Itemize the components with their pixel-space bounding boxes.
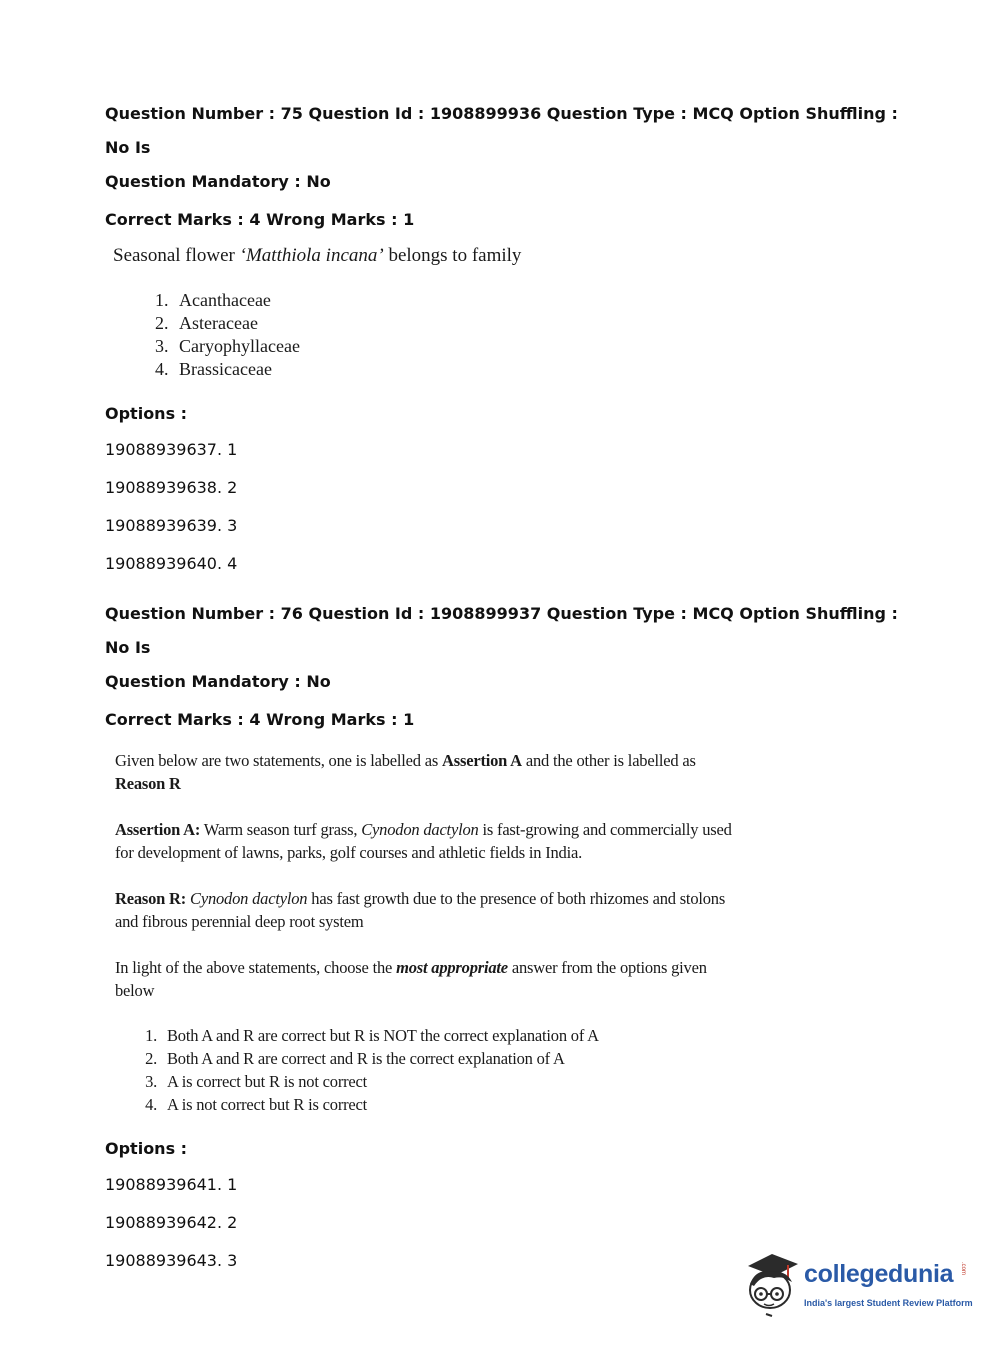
q76-question-image [115, 749, 925, 1116]
q76-assertion: Assertion A: Warm season turf grass, Cynodon dactylon is fast-growing and commercially used [115, 820, 732, 839]
question-75 [105, 97, 925, 583]
logo-tagline: India's largest Student Review Platform [804, 1298, 973, 1308]
q76-choice: 4. A is not correct but R is correct [161, 1093, 925, 1116]
q76-choice: 1. Both A and R are correct but R is NOT the correct explanation of A [161, 1024, 925, 1047]
q76-choice: 2. Both A and R are correct and R is the correct explanation of A [161, 1047, 925, 1070]
q75-choice: 2. Asteraceae [173, 312, 925, 335]
q76-choice-list [115, 1024, 925, 1116]
q76-choice: 3. A is correct but R is not correct [161, 1070, 925, 1093]
q76-options-label: Options : [105, 1139, 188, 1158]
q75-marks: Correct Marks : 4 Wrong Marks : 1 [105, 210, 415, 229]
question-76 [105, 597, 925, 1280]
q75-options-label: Options : [105, 404, 188, 423]
logo-wordmark: collegedunia [804, 1260, 954, 1288]
q75-header-line1: Question Number : 75 Question Id : 1908899936 Question Type : MCQ Option Shuffling : No Is [105, 104, 898, 157]
q76-assertion-cont: for development of lawns, parks, golf courses and athletic fields in India. [115, 843, 583, 862]
q75-choice: 3. Caryophyllaceae [173, 335, 925, 358]
logo-domain-suffix: .com [960, 1262, 966, 1276]
q75-question-image [105, 245, 925, 381]
q75-choice-list [105, 289, 925, 381]
q76-intro-reason: Reason R [115, 774, 181, 793]
q75-choice: 1. Acanthaceae [173, 289, 925, 312]
mascot-icon [742, 1250, 804, 1320]
q75-header-line2: Question Mandatory : No [105, 172, 331, 191]
q76-reason-cont: and fibrous perennial deep root system [115, 912, 364, 931]
q76-header-line2: Question Mandatory : No [105, 672, 331, 691]
q75-choice: 4. Brassicaceae [173, 358, 925, 381]
collegedunia-logo [742, 1250, 973, 1320]
q76-option: 19088939642. 2 [105, 1213, 238, 1232]
q76-instruction: In light of the above statements, choose the most appropriate answer from the options given [115, 958, 707, 977]
q75-question-text: Seasonal flower ‘Matthiola incana’ belongs to family [113, 245, 522, 266]
q76-intro: Given below are two statements, one is labelled as Assertion A and the other is labelled as [115, 751, 696, 770]
q76-option: 19088939641. 1 [105, 1175, 238, 1194]
q75-option: 19088939639. 3 [105, 516, 238, 535]
q75-option: 19088939638. 2 [105, 478, 238, 497]
q75-option: 19088939637. 1 [105, 440, 238, 459]
q75-option: 19088939640. 4 [105, 554, 238, 573]
q76-instruction-cont: below [115, 981, 155, 1000]
q76-option: 19088939643. 3 [105, 1251, 238, 1270]
q76-marks: Correct Marks : 4 Wrong Marks : 1 [105, 710, 415, 729]
q76-reason: Reason R: Cynodon dactylon has fast growth due to the presence of both rhizomes and stolons [115, 889, 726, 908]
q76-header-line1: Question Number : 76 Question Id : 1908899937 Question Type : MCQ Option Shuffling : No Is [105, 604, 898, 657]
